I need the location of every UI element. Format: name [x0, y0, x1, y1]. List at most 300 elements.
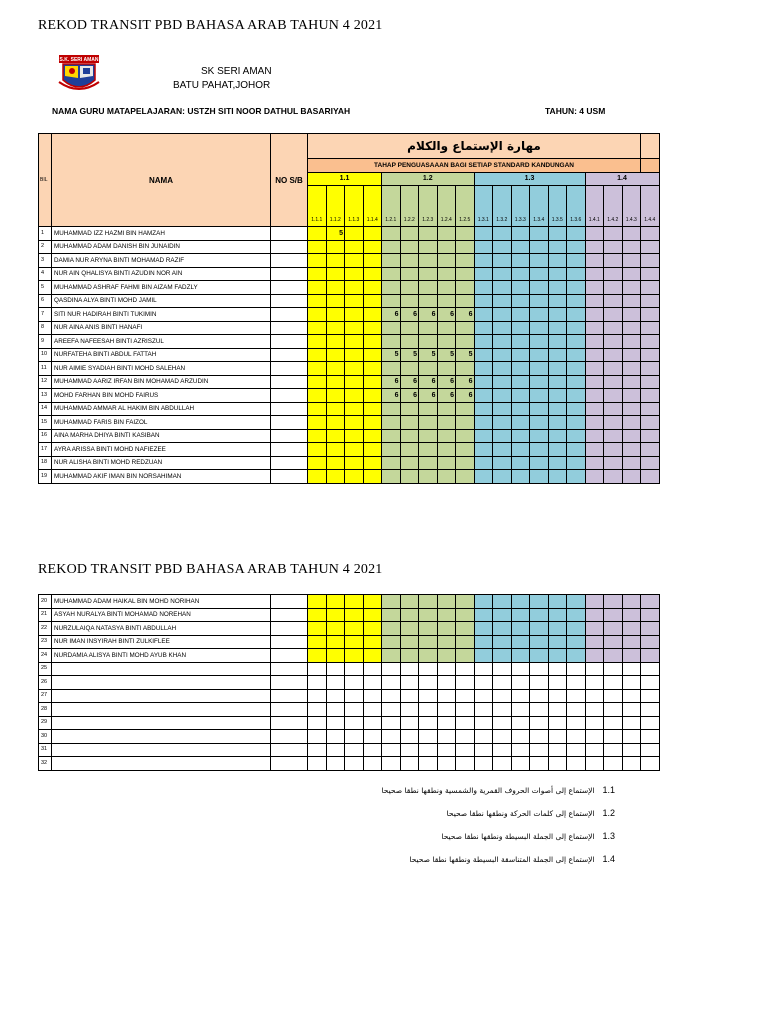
score-cell[interactable]: 6: [456, 389, 475, 403]
no-sb-cell[interactable]: [271, 254, 308, 268]
score-cell[interactable]: [326, 676, 345, 690]
score-cell[interactable]: [530, 375, 549, 389]
score-cell[interactable]: [419, 456, 438, 470]
student-name[interactable]: NURDAMIA ALISYA BINTI MOHD AYUB KHAN: [52, 649, 271, 663]
score-cell[interactable]: [456, 456, 475, 470]
score-cell[interactable]: [530, 402, 549, 416]
score-cell[interactable]: [585, 267, 604, 281]
no-sb-cell[interactable]: [271, 402, 308, 416]
score-cell[interactable]: [530, 689, 549, 703]
score-cell[interactable]: [548, 689, 567, 703]
score-cell[interactable]: [530, 456, 549, 470]
no-sb-cell[interactable]: [271, 294, 308, 308]
score-cell[interactable]: [326, 429, 345, 443]
score-cell[interactable]: [456, 743, 475, 757]
score-cell[interactable]: [622, 703, 641, 717]
score-cell[interactable]: [567, 416, 586, 430]
score-cell[interactable]: [567, 649, 586, 663]
score-cell[interactable]: [585, 622, 604, 636]
score-cell[interactable]: [548, 703, 567, 717]
score-cell[interactable]: [530, 308, 549, 322]
score-cell[interactable]: [641, 402, 660, 416]
score-cell[interactable]: [456, 608, 475, 622]
score-cell[interactable]: [511, 281, 530, 295]
score-cell[interactable]: [326, 703, 345, 717]
score-cell[interactable]: [511, 456, 530, 470]
score-cell[interactable]: [326, 281, 345, 295]
score-cell[interactable]: [456, 676, 475, 690]
score-cell[interactable]: [493, 308, 512, 322]
score-cell[interactable]: [641, 635, 660, 649]
score-cell[interactable]: [622, 622, 641, 636]
score-cell[interactable]: [345, 227, 364, 241]
score-cell[interactable]: [493, 456, 512, 470]
student-name[interactable]: [52, 757, 271, 771]
score-cell[interactable]: [326, 254, 345, 268]
score-cell[interactable]: [585, 321, 604, 335]
score-cell[interactable]: [437, 429, 456, 443]
score-cell[interactable]: [308, 348, 327, 362]
score-cell[interactable]: [363, 676, 382, 690]
score-cell[interactable]: [363, 308, 382, 322]
score-cell[interactable]: [622, 335, 641, 349]
score-cell[interactable]: [622, 375, 641, 389]
score-cell[interactable]: [511, 649, 530, 663]
score-cell[interactable]: [437, 716, 456, 730]
score-cell[interactable]: [567, 321, 586, 335]
score-cell[interactable]: [400, 362, 419, 376]
score-cell[interactable]: [493, 743, 512, 757]
score-cell[interactable]: [400, 470, 419, 484]
score-cell[interactable]: [308, 281, 327, 295]
score-cell[interactable]: [474, 470, 493, 484]
score-cell[interactable]: [493, 402, 512, 416]
score-cell[interactable]: [363, 281, 382, 295]
score-cell[interactable]: [363, 608, 382, 622]
score-cell[interactable]: [474, 635, 493, 649]
score-cell[interactable]: 5: [326, 227, 345, 241]
score-cell[interactable]: [363, 470, 382, 484]
score-cell[interactable]: [363, 716, 382, 730]
score-cell[interactable]: [604, 757, 623, 771]
score-cell[interactable]: 6: [419, 375, 438, 389]
student-name[interactable]: [52, 743, 271, 757]
score-cell[interactable]: [567, 595, 586, 609]
score-cell[interactable]: [308, 743, 327, 757]
score-cell[interactable]: [585, 635, 604, 649]
score-cell[interactable]: [493, 649, 512, 663]
score-cell[interactable]: 6: [437, 389, 456, 403]
score-cell[interactable]: [474, 294, 493, 308]
score-cell[interactable]: [326, 757, 345, 771]
score-cell[interactable]: [419, 595, 438, 609]
score-cell[interactable]: [456, 281, 475, 295]
score-cell[interactable]: [419, 429, 438, 443]
score-cell[interactable]: [493, 689, 512, 703]
score-cell[interactable]: [345, 622, 364, 636]
score-cell[interactable]: [308, 730, 327, 744]
score-cell[interactable]: [400, 757, 419, 771]
score-cell[interactable]: [567, 456, 586, 470]
score-cell[interactable]: [622, 595, 641, 609]
score-cell[interactable]: [511, 635, 530, 649]
score-cell[interactable]: 5: [456, 348, 475, 362]
score-cell[interactable]: [456, 240, 475, 254]
score-cell[interactable]: [326, 267, 345, 281]
score-cell[interactable]: [641, 335, 660, 349]
score-cell[interactable]: [511, 595, 530, 609]
score-cell[interactable]: [493, 595, 512, 609]
score-cell[interactable]: [604, 703, 623, 717]
score-cell[interactable]: [548, 456, 567, 470]
no-sb-cell[interactable]: [271, 443, 308, 457]
score-cell[interactable]: [567, 294, 586, 308]
score-cell[interactable]: [511, 470, 530, 484]
score-cell[interactable]: [567, 227, 586, 241]
score-cell[interactable]: [308, 267, 327, 281]
score-cell[interactable]: [474, 662, 493, 676]
score-cell[interactable]: [622, 608, 641, 622]
score-cell[interactable]: [326, 730, 345, 744]
score-cell[interactable]: [326, 595, 345, 609]
score-cell[interactable]: [326, 362, 345, 376]
student-name[interactable]: MUHAMMAD IZZ HAZMI BIN HAMZAH: [52, 227, 271, 241]
score-cell[interactable]: [419, 227, 438, 241]
score-cell[interactable]: [308, 595, 327, 609]
score-cell[interactable]: [604, 429, 623, 443]
score-cell[interactable]: [641, 743, 660, 757]
score-cell[interactable]: [326, 716, 345, 730]
score-cell[interactable]: [511, 416, 530, 430]
score-cell[interactable]: [585, 389, 604, 403]
student-name[interactable]: [52, 689, 271, 703]
score-cell[interactable]: [345, 429, 364, 443]
score-cell[interactable]: [585, 443, 604, 457]
score-cell[interactable]: [437, 443, 456, 457]
score-cell[interactable]: [604, 362, 623, 376]
score-cell[interactable]: [382, 662, 401, 676]
score-cell[interactable]: [641, 240, 660, 254]
score-cell[interactable]: [308, 294, 327, 308]
no-sb-cell[interactable]: [271, 730, 308, 744]
score-cell[interactable]: [456, 649, 475, 663]
score-cell[interactable]: [641, 703, 660, 717]
score-cell[interactable]: [604, 649, 623, 663]
student-name[interactable]: MUHAMMAD ADAM DANISH BIN JUNAIDIN: [52, 240, 271, 254]
score-cell[interactable]: [585, 716, 604, 730]
score-cell[interactable]: [419, 402, 438, 416]
score-cell[interactable]: [530, 703, 549, 717]
score-cell[interactable]: [382, 321, 401, 335]
score-cell[interactable]: [400, 240, 419, 254]
score-cell[interactable]: [641, 294, 660, 308]
score-cell[interactable]: [585, 730, 604, 744]
score-cell[interactable]: [567, 443, 586, 457]
score-cell[interactable]: [400, 662, 419, 676]
score-cell[interactable]: [437, 608, 456, 622]
score-cell[interactable]: [363, 254, 382, 268]
score-cell[interactable]: [622, 757, 641, 771]
score-cell[interactable]: [585, 335, 604, 349]
score-cell[interactable]: [622, 730, 641, 744]
score-cell[interactable]: [400, 703, 419, 717]
score-cell[interactable]: [493, 294, 512, 308]
score-cell[interactable]: [382, 416, 401, 430]
score-cell[interactable]: [382, 456, 401, 470]
score-cell[interactable]: [345, 348, 364, 362]
score-cell[interactable]: [326, 321, 345, 335]
student-name[interactable]: DAMIA NUR ARYNA BINTI MOHAMAD RAZIF: [52, 254, 271, 268]
score-cell[interactable]: [585, 294, 604, 308]
score-cell[interactable]: [641, 348, 660, 362]
score-cell[interactable]: [363, 662, 382, 676]
score-cell[interactable]: [363, 635, 382, 649]
score-cell[interactable]: [456, 321, 475, 335]
score-cell[interactable]: [548, 294, 567, 308]
score-cell[interactable]: [382, 335, 401, 349]
score-cell[interactable]: [493, 429, 512, 443]
score-cell[interactable]: [382, 689, 401, 703]
score-cell[interactable]: [400, 416, 419, 430]
score-cell[interactable]: [474, 240, 493, 254]
score-cell[interactable]: [604, 676, 623, 690]
no-sb-cell[interactable]: [271, 757, 308, 771]
score-cell[interactable]: [604, 267, 623, 281]
score-cell[interactable]: [622, 240, 641, 254]
score-cell[interactable]: [345, 321, 364, 335]
score-cell[interactable]: [382, 240, 401, 254]
score-cell[interactable]: [493, 375, 512, 389]
score-cell[interactable]: [622, 429, 641, 443]
score-cell[interactable]: 5: [419, 348, 438, 362]
score-cell[interactable]: [493, 608, 512, 622]
student-name[interactable]: AINA MARHA DHIYA BINTI KASIBAN: [52, 429, 271, 443]
score-cell[interactable]: [474, 703, 493, 717]
student-name[interactable]: NURFATEHA BINTI ABDUL FATTAH: [52, 348, 271, 362]
score-cell[interactable]: [604, 308, 623, 322]
score-cell[interactable]: [363, 649, 382, 663]
score-cell[interactable]: [585, 281, 604, 295]
score-cell[interactable]: [548, 281, 567, 295]
score-cell[interactable]: [530, 743, 549, 757]
score-cell[interactable]: [419, 662, 438, 676]
score-cell[interactable]: [493, 254, 512, 268]
score-cell[interactable]: [511, 227, 530, 241]
score-cell[interactable]: [548, 227, 567, 241]
score-cell[interactable]: [493, 443, 512, 457]
score-cell[interactable]: [530, 635, 549, 649]
score-cell[interactable]: [530, 321, 549, 335]
score-cell[interactable]: [511, 608, 530, 622]
score-cell[interactable]: [326, 402, 345, 416]
score-cell[interactable]: [548, 470, 567, 484]
score-cell[interactable]: [326, 375, 345, 389]
score-cell[interactable]: [456, 595, 475, 609]
no-sb-cell[interactable]: [271, 649, 308, 663]
score-cell[interactable]: [419, 294, 438, 308]
score-cell[interactable]: [326, 240, 345, 254]
score-cell[interactable]: [308, 416, 327, 430]
score-cell[interactable]: [530, 254, 549, 268]
score-cell[interactable]: [511, 703, 530, 717]
score-cell[interactable]: [641, 321, 660, 335]
score-cell[interactable]: [567, 757, 586, 771]
no-sb-cell[interactable]: [271, 635, 308, 649]
score-cell[interactable]: [345, 757, 364, 771]
score-cell[interactable]: [437, 281, 456, 295]
no-sb-cell[interactable]: [271, 676, 308, 690]
score-cell[interactable]: [604, 389, 623, 403]
score-cell[interactable]: [437, 622, 456, 636]
score-cell[interactable]: [400, 743, 419, 757]
score-cell[interactable]: [308, 635, 327, 649]
score-cell[interactable]: [641, 267, 660, 281]
score-cell[interactable]: [419, 470, 438, 484]
score-cell[interactable]: [437, 470, 456, 484]
score-cell[interactable]: [604, 402, 623, 416]
score-cell[interactable]: [530, 730, 549, 744]
student-name[interactable]: MUHAMMAD AKIF IMAN BIN NORSAHIMAN: [52, 470, 271, 484]
score-cell[interactable]: [308, 662, 327, 676]
score-cell[interactable]: [326, 335, 345, 349]
score-cell[interactable]: [622, 389, 641, 403]
score-cell[interactable]: [641, 470, 660, 484]
score-cell[interactable]: [363, 321, 382, 335]
no-sb-cell[interactable]: [271, 716, 308, 730]
score-cell[interactable]: [326, 635, 345, 649]
score-cell[interactable]: [641, 676, 660, 690]
score-cell[interactable]: [511, 622, 530, 636]
score-cell[interactable]: [456, 294, 475, 308]
score-cell[interactable]: [548, 730, 567, 744]
score-cell[interactable]: [363, 335, 382, 349]
score-cell[interactable]: [641, 595, 660, 609]
score-cell[interactable]: [363, 622, 382, 636]
score-cell[interactable]: 6: [400, 308, 419, 322]
score-cell[interactable]: [511, 676, 530, 690]
student-name[interactable]: AYRA ARISSA BINTI MOHD NAFIEZEE: [52, 443, 271, 457]
student-name[interactable]: AREEFA NAFEESAH BINTI AZRISZUL: [52, 335, 271, 349]
score-cell[interactable]: [400, 608, 419, 622]
score-cell[interactable]: [400, 321, 419, 335]
score-cell[interactable]: [382, 595, 401, 609]
score-cell[interactable]: [437, 595, 456, 609]
score-cell[interactable]: [511, 662, 530, 676]
score-cell[interactable]: [326, 294, 345, 308]
score-cell[interactable]: [308, 622, 327, 636]
score-cell[interactable]: [622, 308, 641, 322]
score-cell[interactable]: [419, 730, 438, 744]
score-cell[interactable]: [474, 389, 493, 403]
score-cell[interactable]: [585, 308, 604, 322]
score-cell[interactable]: [622, 416, 641, 430]
score-cell[interactable]: [308, 716, 327, 730]
score-cell[interactable]: [456, 362, 475, 376]
score-cell[interactable]: [567, 716, 586, 730]
score-cell[interactable]: [530, 348, 549, 362]
score-cell[interactable]: 6: [400, 375, 419, 389]
no-sb-cell[interactable]: [271, 348, 308, 362]
student-name[interactable]: NUR IMAN INSYIRAH BINTI ZULKIFLEE: [52, 635, 271, 649]
score-cell[interactable]: [622, 254, 641, 268]
score-cell[interactable]: [363, 362, 382, 376]
score-cell[interactable]: [326, 348, 345, 362]
score-cell[interactable]: [308, 254, 327, 268]
score-cell[interactable]: [326, 456, 345, 470]
score-cell[interactable]: [437, 649, 456, 663]
score-cell[interactable]: [641, 622, 660, 636]
score-cell[interactable]: [493, 348, 512, 362]
score-cell[interactable]: [622, 635, 641, 649]
score-cell[interactable]: [456, 730, 475, 744]
score-cell[interactable]: [604, 443, 623, 457]
score-cell[interactable]: [585, 676, 604, 690]
score-cell[interactable]: [437, 362, 456, 376]
score-cell[interactable]: [567, 676, 586, 690]
score-cell[interactable]: [641, 730, 660, 744]
score-cell[interactable]: [308, 470, 327, 484]
score-cell[interactable]: [419, 240, 438, 254]
score-cell[interactable]: [345, 662, 364, 676]
score-cell[interactable]: [419, 743, 438, 757]
score-cell[interactable]: [548, 676, 567, 690]
student-name[interactable]: QASDINA ALYA BINTI MOHD JAMIL: [52, 294, 271, 308]
score-cell[interactable]: [493, 622, 512, 636]
score-cell[interactable]: [382, 730, 401, 744]
score-cell[interactable]: [548, 402, 567, 416]
no-sb-cell[interactable]: [271, 240, 308, 254]
score-cell[interactable]: [326, 470, 345, 484]
score-cell[interactable]: [308, 402, 327, 416]
score-cell[interactable]: [456, 716, 475, 730]
score-cell[interactable]: [548, 757, 567, 771]
score-cell[interactable]: [622, 402, 641, 416]
score-cell[interactable]: [511, 689, 530, 703]
score-cell[interactable]: [474, 402, 493, 416]
score-cell[interactable]: [382, 267, 401, 281]
score-cell[interactable]: [474, 443, 493, 457]
score-cell[interactable]: [363, 429, 382, 443]
no-sb-cell[interactable]: [271, 321, 308, 335]
score-cell[interactable]: [308, 389, 327, 403]
no-sb-cell[interactable]: [271, 608, 308, 622]
score-cell[interactable]: [308, 227, 327, 241]
score-cell[interactable]: [400, 294, 419, 308]
score-cell[interactable]: [382, 622, 401, 636]
score-cell[interactable]: [530, 362, 549, 376]
score-cell[interactable]: [345, 716, 364, 730]
score-cell[interactable]: [345, 608, 364, 622]
score-cell[interactable]: [456, 470, 475, 484]
score-cell[interactable]: [511, 743, 530, 757]
score-cell[interactable]: [622, 456, 641, 470]
score-cell[interactable]: [493, 662, 512, 676]
no-sb-cell[interactable]: [271, 416, 308, 430]
score-cell[interactable]: [419, 757, 438, 771]
score-cell[interactable]: [567, 375, 586, 389]
score-cell[interactable]: [345, 703, 364, 717]
score-cell[interactable]: [493, 416, 512, 430]
student-name[interactable]: [52, 662, 271, 676]
score-cell[interactable]: [419, 254, 438, 268]
score-cell[interactable]: [585, 429, 604, 443]
score-cell[interactable]: [585, 689, 604, 703]
score-cell[interactable]: [419, 635, 438, 649]
score-cell[interactable]: [382, 227, 401, 241]
score-cell[interactable]: [548, 716, 567, 730]
score-cell[interactable]: [493, 470, 512, 484]
score-cell[interactable]: [456, 443, 475, 457]
